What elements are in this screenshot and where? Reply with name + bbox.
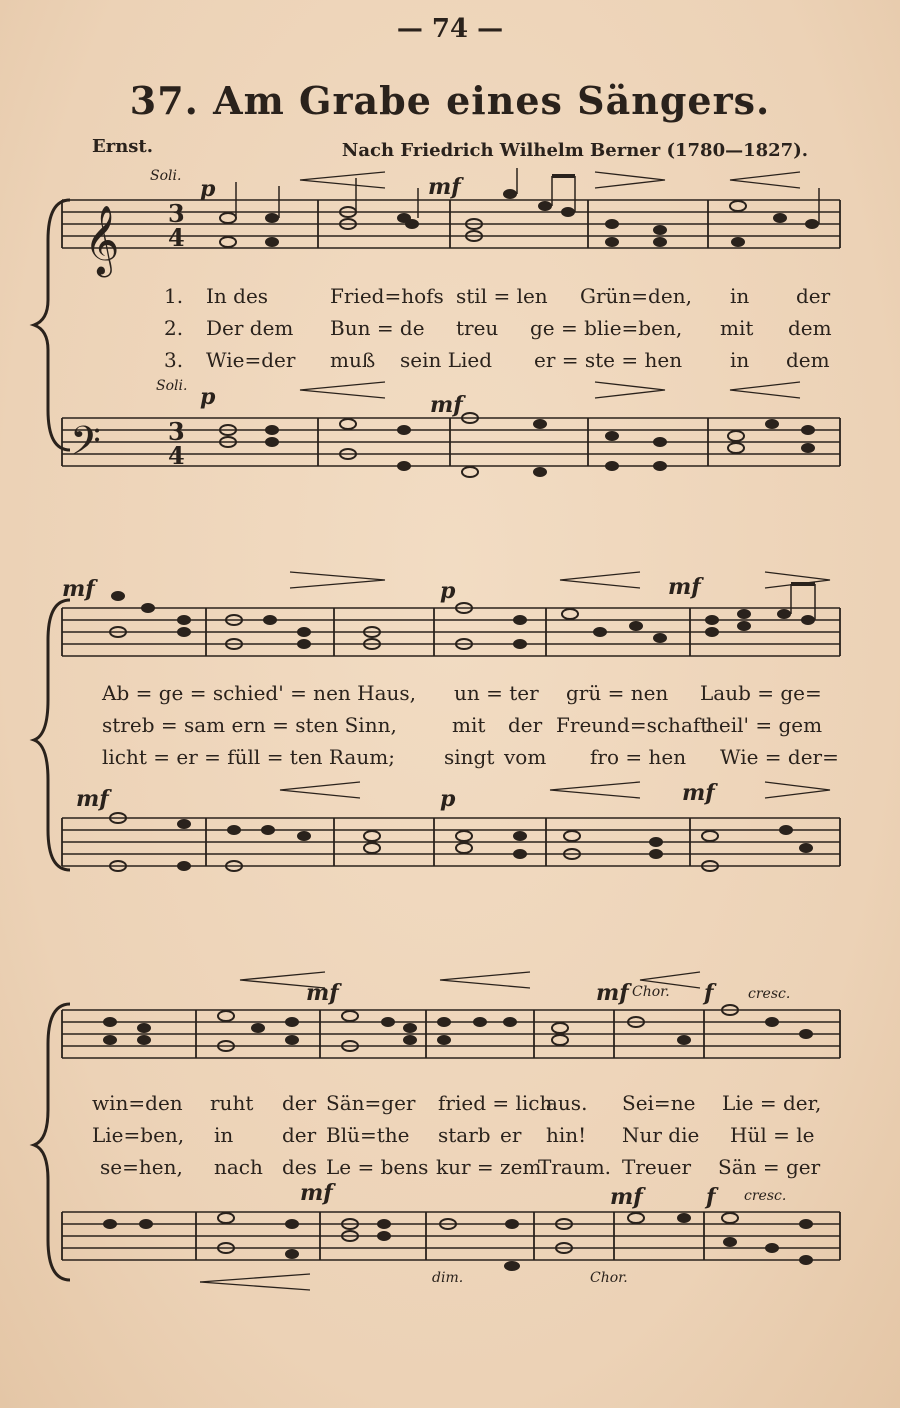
svg-text:des: des xyxy=(282,1155,317,1179)
svg-text:Traum.: Traum. xyxy=(538,1155,612,1179)
dynamic-p: p xyxy=(200,176,216,202)
dynamic-mf-bass: mf xyxy=(300,1180,333,1206)
svg-text:licht = er = füll = ten Raum;: licht = er = füll = ten Raum; xyxy=(102,745,395,769)
soli-marking-bass: Soli. xyxy=(156,378,188,394)
svg-text:Sei=ne: Sei=ne xyxy=(622,1091,696,1115)
decrescendo-hairpin-bass xyxy=(765,782,830,798)
lyrics-verse-1 xyxy=(206,284,831,308)
svg-text:Sän = ger: Sän = ger xyxy=(718,1155,821,1179)
svg-text:in: in xyxy=(730,348,750,372)
time-sig-bottom-bass: 4 xyxy=(168,441,185,470)
lyrics-verse-2 xyxy=(206,316,832,340)
treble-notes xyxy=(220,168,819,247)
crescendo-hairpin xyxy=(730,172,800,188)
svg-text:ruht: ruht xyxy=(210,1091,254,1115)
svg-text:Wie = der=: Wie = der= xyxy=(720,745,839,769)
music-system-2 xyxy=(0,560,900,905)
svg-text:der: der xyxy=(282,1091,317,1115)
svg-text:dem: dem xyxy=(788,316,832,340)
treble-notes xyxy=(103,1005,813,1051)
crescendo-hairpin xyxy=(440,972,530,988)
crescendo-hairpin-bass xyxy=(280,782,360,798)
svg-text:starb: starb xyxy=(438,1123,491,1147)
svg-text:treu: treu xyxy=(456,316,499,340)
chor-marking: Chor. xyxy=(632,984,670,1000)
time-sig-bottom: 4 xyxy=(168,223,185,252)
svg-text:aus.: aus. xyxy=(546,1091,588,1115)
music-system-3 xyxy=(0,960,900,1300)
verse-number-3: 3. xyxy=(164,348,184,372)
svg-text:er = ste = hen: er = ste = hen xyxy=(534,348,683,372)
svg-text:nach: nach xyxy=(214,1155,263,1179)
treble-clef-icon: 𝄞 xyxy=(84,205,120,275)
svg-text:Lie = der,: Lie = der, xyxy=(722,1091,822,1115)
svg-text:In des: In des xyxy=(206,284,269,308)
svg-text:der: der xyxy=(282,1123,317,1147)
dynamic-mf: mf xyxy=(668,574,701,600)
decrescendo-hairpin xyxy=(290,572,385,588)
treble-notes xyxy=(110,584,815,649)
svg-text:ge = blie=ben,: ge = blie=ben, xyxy=(530,316,683,340)
song-title: 37. Am Grabe eines Sängers. xyxy=(129,78,771,123)
svg-text:in: in xyxy=(730,284,750,308)
crescendo-hairpin xyxy=(300,172,385,188)
svg-text:er: er xyxy=(500,1123,522,1147)
svg-text:Bun = de: Bun = de xyxy=(330,316,425,340)
system-brace xyxy=(34,200,70,450)
cresc-marking: cresc. xyxy=(748,986,791,1002)
dynamic-mf: mf xyxy=(62,576,95,602)
dynamic-mf: mf xyxy=(306,980,339,1006)
svg-text:se=hen,: se=hen, xyxy=(100,1155,183,1179)
soli-marking: Soli. xyxy=(150,168,182,184)
svg-text:Treuer: Treuer xyxy=(622,1155,692,1179)
page-number: — 74 — xyxy=(396,14,504,44)
svg-text:Laub = ge=: Laub = ge= xyxy=(700,681,822,705)
crescendo-hairpin-bass xyxy=(200,1282,310,1290)
time-sig-top-bass: 3 xyxy=(168,417,185,446)
tempo-marking: Ernst. xyxy=(92,136,154,157)
dynamic-mf-bass: mf xyxy=(430,392,463,418)
svg-text:Nur die: Nur die xyxy=(622,1123,700,1147)
lyrics-verse-3 xyxy=(206,348,830,372)
lyrics-verse-3 xyxy=(100,1155,821,1179)
svg-text:Wie=der: Wie=der xyxy=(206,348,296,372)
lyrics-verse-1 xyxy=(92,1091,821,1115)
svg-text:singt: singt xyxy=(444,745,495,769)
svg-text:Blü=the: Blü=the xyxy=(326,1123,410,1147)
verse-number-2: 2. xyxy=(164,316,184,340)
time-sig-top: 3 xyxy=(168,199,185,228)
chor-marking-bass: Chor. xyxy=(590,1270,628,1286)
dynamic-p: p xyxy=(440,578,456,604)
svg-text:hin!: hin! xyxy=(546,1123,587,1147)
dynamic-f-bass: f xyxy=(706,1184,716,1210)
lyrics-verse-3 xyxy=(102,745,839,769)
crescendo-hairpin xyxy=(560,572,640,588)
svg-text:der: der xyxy=(796,284,831,308)
dynamic-mf-bass: mf xyxy=(76,786,109,812)
svg-text:Grün=den,: Grün=den, xyxy=(580,284,692,308)
cresc-marking-bass: cresc. xyxy=(744,1188,787,1204)
crescendo-hairpin-bass xyxy=(300,382,385,398)
svg-text:Der dem: Der dem xyxy=(206,316,294,340)
svg-text:der: der xyxy=(508,713,543,737)
dynamic-f: f xyxy=(704,980,714,1006)
dynamic-mf: mf xyxy=(596,980,629,1006)
lyrics-verse-1 xyxy=(101,681,822,705)
svg-text:win=den: win=den xyxy=(92,1091,183,1115)
decrescendo-hairpin xyxy=(595,172,665,188)
lyrics-verse-2 xyxy=(92,1123,814,1147)
crescendo-hairpin-bass xyxy=(550,782,640,798)
svg-text:grü = nen: grü = nen xyxy=(566,681,669,705)
svg-text:sein Lied: sein Lied xyxy=(400,348,493,372)
svg-text:Le = bens: Le = bens xyxy=(326,1155,429,1179)
bass-notes xyxy=(220,413,815,477)
svg-text:stil = len: stil = len xyxy=(456,284,548,308)
dim-marking: dim. xyxy=(432,1270,464,1286)
svg-text:mit: mit xyxy=(452,713,486,737)
svg-text:un = ter: un = ter xyxy=(454,681,539,705)
svg-text:heil' = gem: heil' = gem xyxy=(706,713,823,737)
crescendo-hairpin-bass xyxy=(730,382,800,398)
svg-text:dem: dem xyxy=(786,348,830,372)
svg-text:Sän=ger: Sän=ger xyxy=(326,1091,416,1115)
dynamic-mf: mf xyxy=(428,174,461,200)
svg-text:fried = lich: fried = lich xyxy=(438,1091,553,1115)
bass-notes xyxy=(103,1213,813,1271)
svg-text:Fried=hofs: Fried=hofs xyxy=(330,284,444,308)
svg-text:vom: vom xyxy=(504,745,547,769)
svg-text:fro = hen: fro = hen xyxy=(590,745,687,769)
decrescendo-hairpin-bass xyxy=(595,382,665,398)
treble-staff xyxy=(62,1010,840,1058)
music-system-1 xyxy=(0,160,900,490)
svg-text:muß: muß xyxy=(330,348,376,372)
svg-text:streb = sam ern = sten Sinn,: streb = sam ern = sten Sinn, xyxy=(102,713,397,737)
dynamic-p-bass: p xyxy=(200,384,216,410)
svg-text:kur = zem: kur = zem xyxy=(436,1155,542,1179)
svg-text:Hül = le: Hül = le xyxy=(730,1123,815,1147)
dynamic-mf-bass: mf xyxy=(682,780,715,806)
svg-text:Lie=ben,: Lie=ben, xyxy=(92,1123,185,1147)
lyrics-verse-2 xyxy=(102,713,822,737)
dynamic-p-bass: p xyxy=(440,786,456,812)
svg-text:Freund=schaft: Freund=schaft xyxy=(556,713,709,737)
crescendo-hairpin-bass xyxy=(200,1274,310,1282)
dynamic-mf-bass: mf xyxy=(610,1184,643,1210)
composer-credit: Nach Friedrich Wilhelm Berner (1780—1827). xyxy=(341,140,808,161)
svg-text:in: in xyxy=(214,1123,234,1147)
verse-number-1: 1. xyxy=(164,284,184,308)
bass-clef-icon: 𝄢 xyxy=(70,418,101,474)
svg-text:Ab = ge = schied' = nen Haus,: Ab = ge = schied' = nen Haus, xyxy=(102,681,417,705)
svg-text:mit: mit xyxy=(720,316,754,340)
